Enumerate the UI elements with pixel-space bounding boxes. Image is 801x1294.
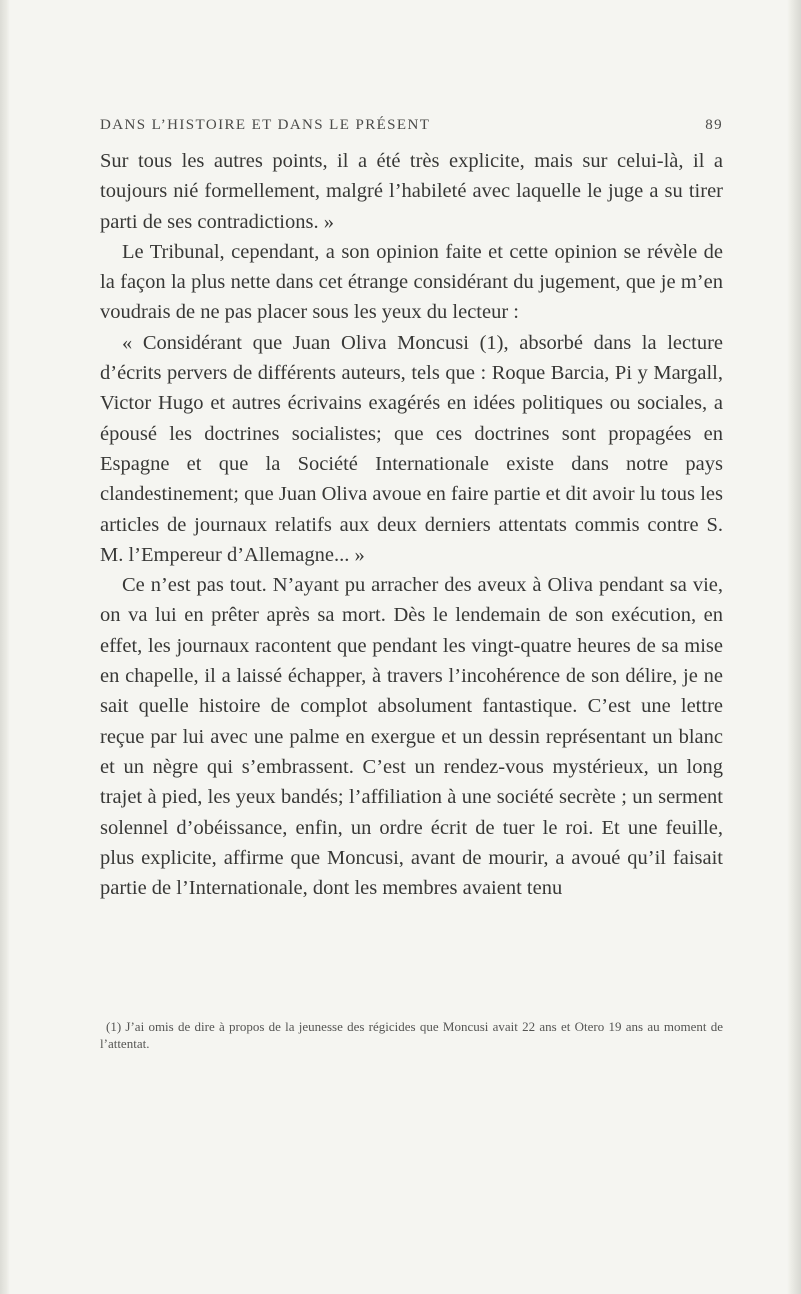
- paragraph-execution: Ce n’est pas tout. N’ayant pu arracher des aveux à Oliva pendant sa vie, on va lui en prêter après sa mort. Dès le lendemain de son exécution, en effet, les journaux racontent que pendant les vingt-quatre heures de sa mise en chapelle, il a laissé échapper, à travers l’incohérence de son délire, je ne sait quelle histoire de complot absolument fantastique. C’est une lettre reçue par lui avec une palme en exergue et un dessin représentant un blanc et un nègre qui s’embrassent. C’est un rendez-vous mystérieux, un long trajet à pied, les yeux bandés; l’affiliation à une société secrète ; un serment solennel d’obéissance, enfin, un ordre écrit de tuer le roi. Et une feuille, plus explicite, affirme que Moncusi, avant de mourir, a avoué qu’il faisait partie de l’Internationale, dont les membres avaient tenu: [100, 574, 723, 900]
- footnote: [100, 1018, 723, 1052]
- running-head-title: DANS L’HISTOIRE ET DANS LE PRÉSENT: [100, 117, 431, 133]
- body-text: [100, 146, 723, 903]
- paragraph-continuation: Sur tous les autres points, il a été très explicite, mais sur celui-là, il a toujours nié formellement, malgré l’habileté avec laquelle le juge a su tirer parti de ses contradictions. »: [100, 150, 723, 233]
- running-head: [100, 117, 723, 137]
- page-left-edge: [0, 0, 10, 1294]
- page-right-edge: [787, 0, 801, 1294]
- footnote-text: (1) J’ai omis de dire à propos de la jeunesse des régicides que Moncusi avait 22 ans et Otero 19 ans au moment de l’attentat.: [100, 1019, 723, 1051]
- paragraph-considerant-quote: « Considérant que Juan Oliva Moncusi (1), absorbé dans la lecture d’écrits pervers de différents auteurs, tels que : Roque Barcia, Pi y Margall, Victor Hugo et autres écrivains exagérés en idées politiques ou sociales, a épousé les doctrines socialistes; que ces doctrines sont propagées en Espagne et que la Société Internationale existe dans notre pays clandestinement; que Juan Oliva avoue en faire partie et dit avoir lu tous les articles de journaux relatifs aux deux derniers attentats commis contre S. M. l’Empereur d’Allemagne... »: [100, 331, 723, 566]
- page-number: 89: [705, 117, 723, 133]
- paragraph-tribunal: Le Tribunal, cependant, a son opinion faite et cette opinion se révèle de la façon la plus nette dans cet étrange considérant du jugement, que je m’en voudrais de ne pas placer sous les yeux du lecteur :: [100, 240, 723, 324]
